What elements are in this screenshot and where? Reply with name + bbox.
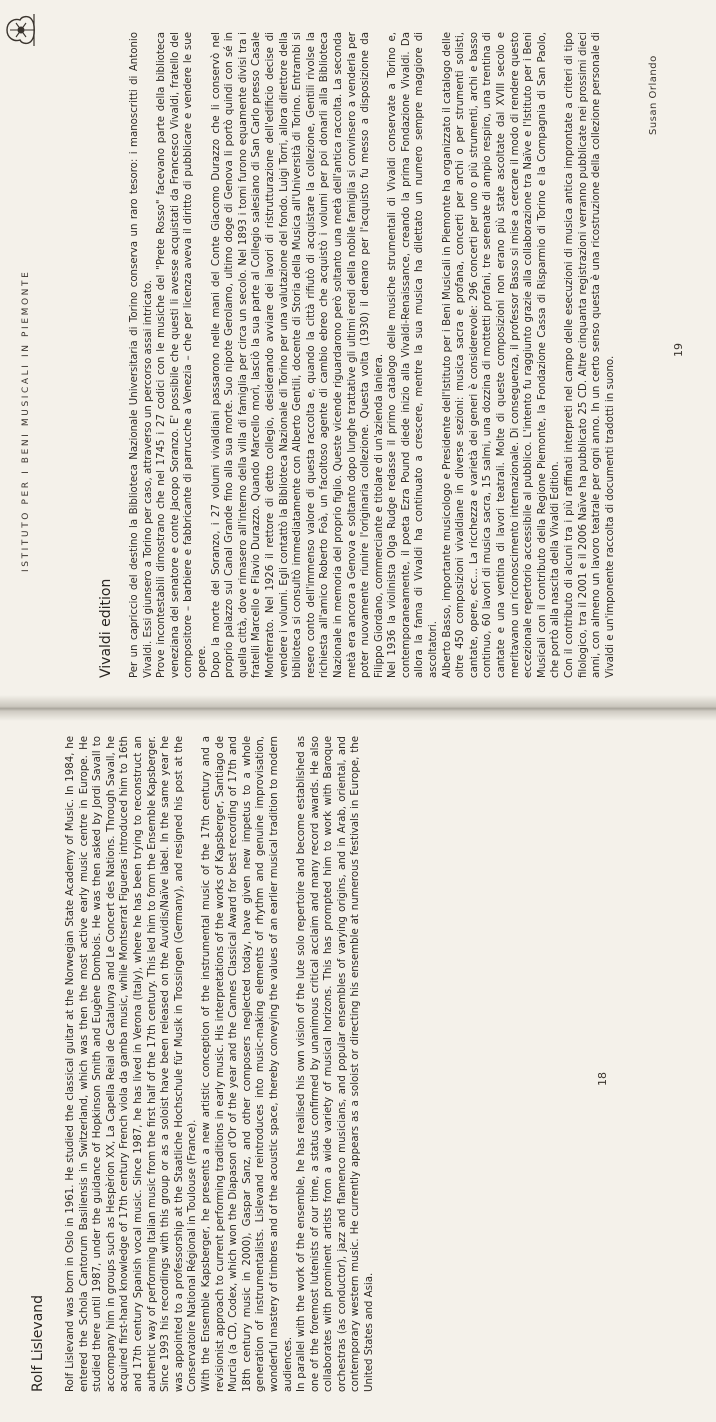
author-signature: Susan Orlando	[648, 55, 659, 135]
paragraph: Dopo la morte del Soranzo, i 27 volumi vivaldiani passarono nelle mani del Conte Giacomo Durazzo che li conservò nel proprio palazzo sul Canal Grande fino alla sua morte. Suo nipote Gerolamo, ultimo doge di Genova li portò quindi con sé in quella città, dove rimasero all'interno della villa di famiglia per circa un secolo. Nel 1893 i tomi furono equamente divisi tra i fratelli Marcello e Flavio Durazzo. Quando Marcello morì, lasciò la sua parte al Collegio salesiano di San Carlo presso Casale Monferrato. Nel 1926 il rettore di detto collegio, desiderando avviare dei lavori di ristrutturazione dell'edificio decise di vendere i volumi. Egli contattò la Biblioteca Nazionale di Torino per una valutazione del fondo. Luigi Torri, allora direttore della biblioteca si consultò immediatamente con Alberto Gentili, docente di Storia della Musica all'Università di Torino. Entrambi si resero conto dell'immenso valore di questa raccolta e, quando la città rifiutò di acquistare la collezione, Gentili rivolse la richiesta all'amico Roberto Foà, un facoltoso agente di cambio ebreo che acquistò i volumi per poi donarli alla Biblioteca Nazionale in memoria del proprio figlio. Queste vicende riguardarono però soltanto una metà dell'antica raccolta. La seconda metà era ancora a Genova e soltanto dopo lunghe trattative gli ultimi eredi della nobile famiglia si convinsero a venderla per poter nuovamente riunire l'originaria collezione. Questa volta (1930) il denaro per l'acquisto fu messo a disposizione da Filippo Giordano, commerciante e titolare di un'azienda laniera.	[210, 32, 385, 678]
running-head: ISTITUTO PER I BENI MUSICALI IN PIEMONTE	[21, 269, 31, 572]
paragraph: Rolf Lislevand was born in Oslo in 1961. He studied the classical guitar at the Norwegian State Academy of Music. In 1984, he entered the Schola Cantorum Basiliensis in Switzerland, which was then the most active early music centre in Europe. He studied there until 1987, under the guidance of Hopkinson Smith and Eugène Dombois. He was then asked by Jordi Savall to accompany him in groups such as Hespèrion XX, La Capella Reial de Catalunya and Le Concert des Nations. Through Savall, he acquired first-hand knowledge of 17th century French viola da gamba music, while Montserrat Figueras introduced him to 16th and 17th century Spanish vocal music. Since 1987, he has lived in Verona (Italy), where he has been trying to reconstruct an authentic way of performing Italian music from the first half of the 17th century. This led him to form the Ensemble Kapsberger. Since 1993 his recordings with this group or as a soloist have been released on the Auvidis/Naïve label. In the same year he was appointed to a professorship at the Staatliche Hochschule für Musik in Trossingen (Germany), and resigned his post at the Conservatoire National Régional in Toulouse (France).	[65, 736, 199, 1392]
article-body-italian	[128, 32, 617, 678]
paragraph: Con il contributo di alcuni tra i più raffinati interpreti nel campo delle esecuzioni di musica antica improntate a criteri di tipo filologico, tra il 2001 e il 2006 Naïve ha pubblicato 25 CD. Altre cinquanta registrazioni verranno pubblicate nei prossimi dieci anni, con almeno un lavoro teatrale per ogni anno. In un certo senso questa è una ricostruzione della collezione personale di Vivaldi e un'imponente raccolta di documenti tradotti in suono.	[564, 32, 616, 678]
paragraph: Prove incontestabili dimostrano che nel 1745 i 27 codici con le musiche del "Prete Rosso" facevano parte della biblioteca veneziana del senatore e conte Jacopo Soranzo. E' possibile che questi li avesse acquistati da Francesco Vivaldi, fratello del compositore – barbiere e fabbricante di parrucche a Venezia – che per licenza aveva il diritto di pubblicare e vendere le sue opere.	[156, 32, 208, 678]
page-title-lislevand: Rolf Lislevand	[30, 1294, 46, 1392]
page-title-vivaldi: Vivaldi edition	[98, 578, 114, 678]
page-number: 19	[672, 343, 685, 357]
paragraph: Alberto Basso, importante musicologo e Presidente dell'Istituto per i Beni Musicali in Piemonte ha organizzato il catalogo delle oltre 450 composizioni vivaldiane in diverse sezioni: musica sacra e profana, concerti per archi o per strumenti solisti, cantate, opere, ecc... La ricchezza e varietà dei generi è considerevole: 296 concerti per uno o più strumenti, archi e basso continuo, 60 lavori di musica sacra, 15 salmi, una dozzina di mottetti profani, tre serenate di ampio respiro, una trentina di cantate e una ventina di lavori teatrali. Molte di queste composizioni non erano più state ascoltate dal XVIII secolo e meritavano un riconoscimento internazionale. Di conseguenza, il professor Basso si mise a cercare il modo di rendere questo eccezionale repertorio accessibile al pubblico. L'intento fu raggiunto grazie alla collaborazione tra Naïve e l'Istituto per i Beni Musicali con il contributo della Regione Piemonte, la Fondazione Cassa di Risparmio di Torino e la Compagnia di San Paolo, che portò alla nascita della Vivaldi Edition.	[441, 32, 562, 678]
paragraph: With the Ensemble Kapsberger, he presents a new artistic conception of the instrumental music of the 17th century and a revisionist approach to current performing traditions in early music. His interpretations of the works of Kapsberger, Santiago de Murcia (a CD, Codex, which won the Diapason d'Or of the year and the Cannes Classical Award for best recording of 17th and 18th century music in 2000), Gaspar Sanz, and other composers neglected today, have given new impetus to a whole generation of instrumentalists. Lislevand reintroduces into music-making elements of rhythm and genuine improvisation, wonderful mastery of timbres and of the acoustic space, thereby conveying the values of an earlier musical tradition to modern audiences.	[200, 736, 294, 1392]
paragraph: Per un capriccio del destino la Biblioteca Nazionale Universitaria di Torino conserva un raro tesoro: i manoscritti di Antonio Vivaldi. Essi giunsero a Torino per caso, attraverso un percorso assai intricato.	[129, 32, 154, 678]
paragraph: Nel 1936 la violinista Olga Rudge redasse il primo catalogo delle musiche strumentali di Vivaldi conservate a Torino e, contemporaneamente, il poeta Ezra Pound diede inizio alla Vivaldi-Renaissance, creando la prima Fondazione Vivaldi. Da allora la fama di Vivaldi ha continuato a crescere, mentre la sua musica ha dilettato un numero sempre maggiore di ascoltatori.	[387, 32, 440, 678]
page-number: 18	[596, 1072, 609, 1086]
instrument-emblem-icon	[4, 10, 38, 50]
paragraph: In parallel with the work of the ensemble, he has realised his own vision of the lute solo repertoire and become established as one of the foremost lutenists of our time, a status confirmed by unanimous critical acclaim and many record awards. He also collaborates with prominent artists from a wide variety of musical horizons. This has prompted him to work with Baroque orchestras (as conductor), jazz and flamenco musicians, and popular ensembles of varying origins, and in Arab, oriental, and contemporary western music. He currently appears as a soloist or directing his ensemble at numerous festivals in Europe, the United States and Asia.	[296, 736, 376, 1392]
page-19	[0, 0, 716, 700]
biography-body	[64, 736, 377, 1392]
page-18	[0, 710, 716, 1422]
